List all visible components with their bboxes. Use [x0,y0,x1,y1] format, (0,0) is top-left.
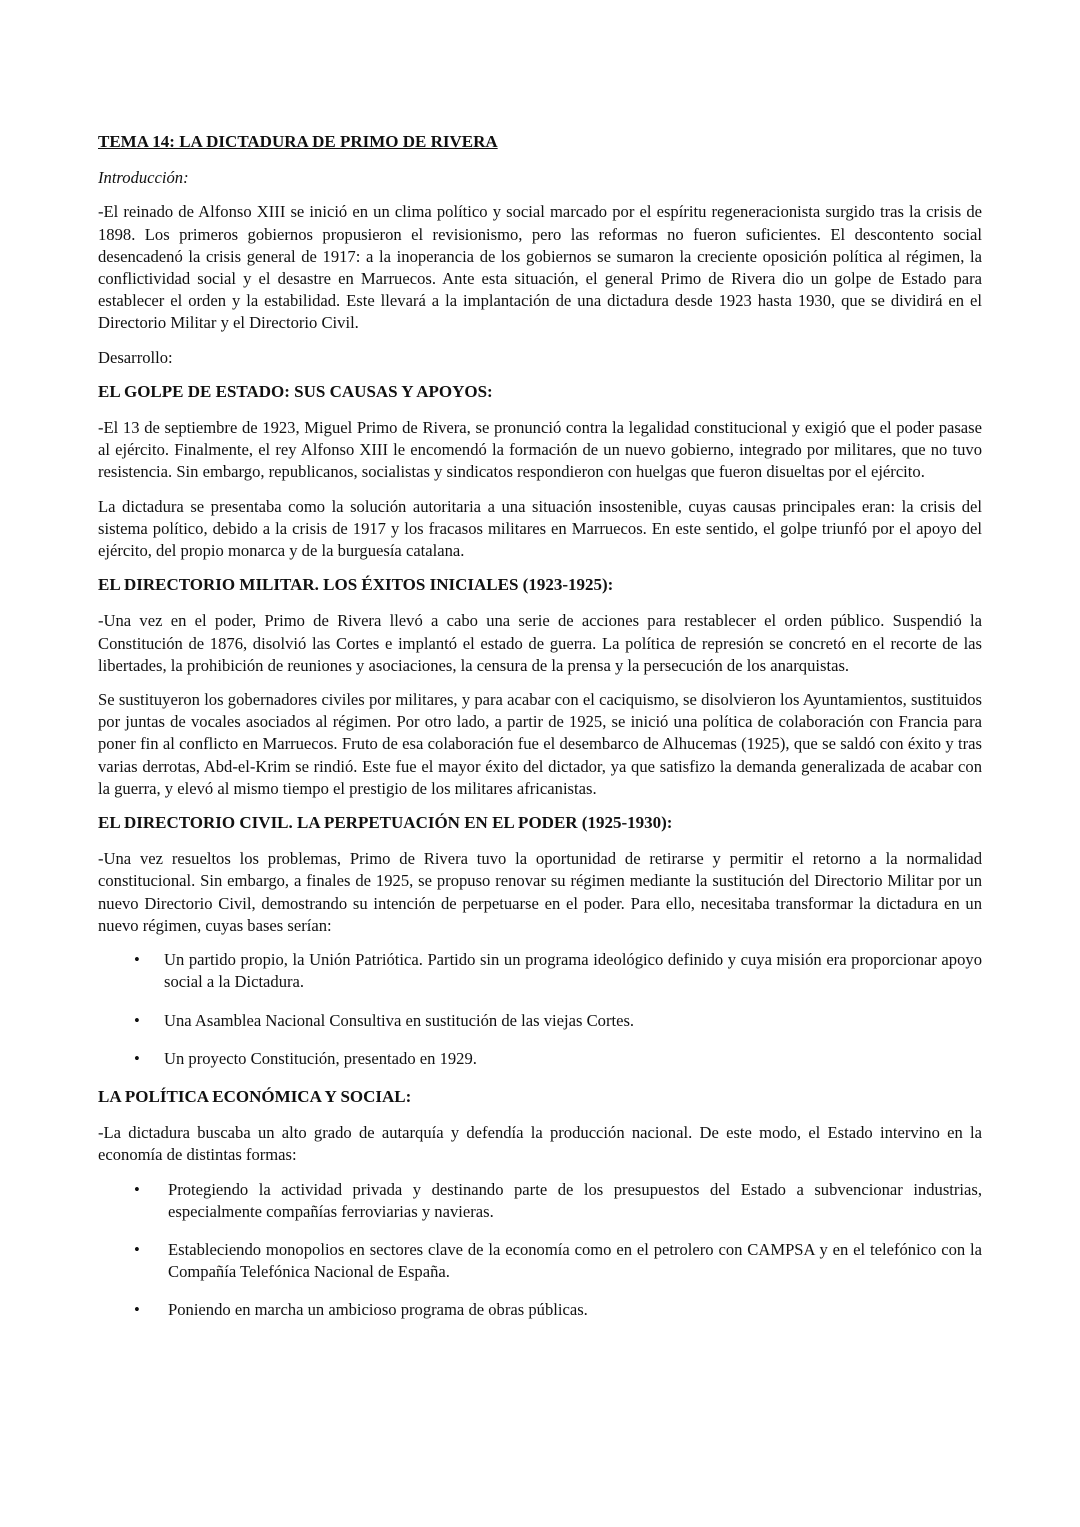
development-label: Desarrollo: [98,347,173,367]
list-item-text: Poniendo en marcha un ambicioso programa de obras públicas. [168,1300,588,1320]
intro-paragraph: -El reinado de Alfonso XIII se inició en un clima político y social marcado por el espíritu regeneracionista surgido tras la crisis de 1898. Los primeros gobiernos propusieron el revisionismo, pero las reformas no fueron suficientes. El descontento social desencadenó la crisis general de 1917: a la inoperancia de los gobiernos se sumaron la creciente oposición política al régimen, la conflictividad social y el desastre en Marruecos. Ante esta situación, el general Primo de Rivera dio un golpe de Estado para establecer el orden y la estabilidad. Este llevará a la implantación de una dictadura desde 1923 hasta 1930, que se dividirá en el Directorio Militar y el Directorio Civil. [98,202,982,333]
section-paragraph: -La dictadura buscaba un alto grado de autarquía y defendía la producción nacional. De este modo, el Estado intervino en la economía de distintas formas: [98,1123,982,1165]
list-item [98,1010,982,1032]
intro-label: Introducción: [98,168,189,188]
section-paragraph: -Una vez en el poder, Primo de Rivera llevó a cabo una serie de acciones para restablecer el orden público. Suspendió la Constitución de 1876, disolvió las Cortes e implantó el estado de guerra. La política de represión se concretó en el recorte de las libertades, la prohibición de reuniones y asociaciones, la censura de la prensa y la persecución de los anarquistas. [98,611,982,675]
section-paragraph: -Una vez resueltos los problemas, Primo de Rivera tuvo la oportunidad de retirarse y permitir el retorno a la normalidad constitucional. Sin embargo, a finales de 1925, se propuso renovar su régimen mediante la sustitución del Directorio Militar por un nuevo Directorio Civil, demostrando su intención de perpetuarse en el poder. Para ello, necesitaba transformar la dictadura en un nuevo régimen, cuyas bases serían: [98,849,982,935]
list-item [98,1179,982,1223]
bullet-icon: • [134,1010,140,1030]
list-item-text: Un proyecto Constitución, presentado en 1929. [164,1048,477,1068]
document-page [98,131,982,1338]
section-heading-directorio-civil: EL DIRECTORIO CIVIL. LA PERPETUACIÓN EN EL PODER (1925-1930): [98,813,673,833]
bullet-icon: • [134,1048,140,1068]
list-item-text: Protegiendo la actividad privada y destinando parte de los presupuestos del Estado a subvencionar industrias, especialmente compañías ferroviarias y navieras. [168,1179,982,1221]
list-item [98,1239,982,1283]
bullet-icon: • [134,1300,140,1320]
bullet-list-bases [98,949,982,1070]
bullet-icon: • [134,1179,140,1199]
section-paragraph: La dictadura se presentaba como la solución autoritaria a una situación insostenible, cuyas causas principales eran: la crisis del sistema político, debido a la crisis de 1917 y los fracasos militares en Marruecos. En este sentido, el golpe triunfó por el apoyo del ejército, del propio monarca y de la burguesía catalana. [98,496,982,561]
bullet-icon: • [134,950,140,970]
section-heading-directorio-militar: EL DIRECTORIO MILITAR. LOS ÉXITOS INICIALES (1923-1925): [98,575,614,595]
list-item-text: Una Asamblea Nacional Consultiva en sustitución de las viejas Cortes. [164,1010,635,1030]
section-paragraph: Se sustituyeron los gobernadores civiles por militares, y para acabar con el caciquismo, se disolvieron los Ayuntamientos, sustituidos por juntas de vocales asociados al régimen. Por otro lado, a partir de 1925, se inició una política de colaboración con Francia para poner fin al conflicto en Marruecos. Fruto de esa colaboración fue el desembarco de Alhucemas (1925), que se saldó con éxito y tras varias derrotas, Abd-el-Krim se rindió. Este fue el mayor éxito del dictador, ya que satisfizo la demanda generalizada de acabar con la guerra, y elevó al mismo tiempo el prestigio de los militares africanistas. [98,690,982,798]
bullet-icon: • [134,1239,140,1259]
section-heading-golpe: EL GOLPE DE ESTADO: SUS CAUSAS Y APOYOS: [98,381,493,401]
list-item [98,949,982,993]
document-title: TEMA 14: LA DICTADURA DE PRIMO DE RIVERA [98,132,498,151]
list-item-text: Estableciendo monopolios en sectores clave de la economía como en el petrolero con CAMPSA y en el telefónico con la Compañía Telefónica Nacional de España. [168,1239,982,1282]
bullet-list-intervencion [98,1179,982,1322]
section-heading-politica-economica: LA POLÍTICA ECONÓMICA Y SOCIAL: [98,1086,412,1106]
list-item [98,1048,982,1070]
section-paragraph: -El 13 de septiembre de 1923, Miguel Primo de Rivera, se pronunció contra la legalidad constitucional y exigió que el poder pasase al ejército. Finalmente, el rey Alfonso XIII le encomendó la formación de un nuevo gobierno, integrado por militares, que no tuvo resistencia. Sin embargo, republicanos, socialistas y sindicatos respondieron con huelgas que fueron disueltas por el ejército. [98,418,982,482]
list-item-text: Un partido propio, la Unión Patriótica. Partido sin un programa ideológico definido y cuya misión era proporcionar apoyo social a la Dictadura. [164,950,982,992]
list-item [98,1299,982,1321]
